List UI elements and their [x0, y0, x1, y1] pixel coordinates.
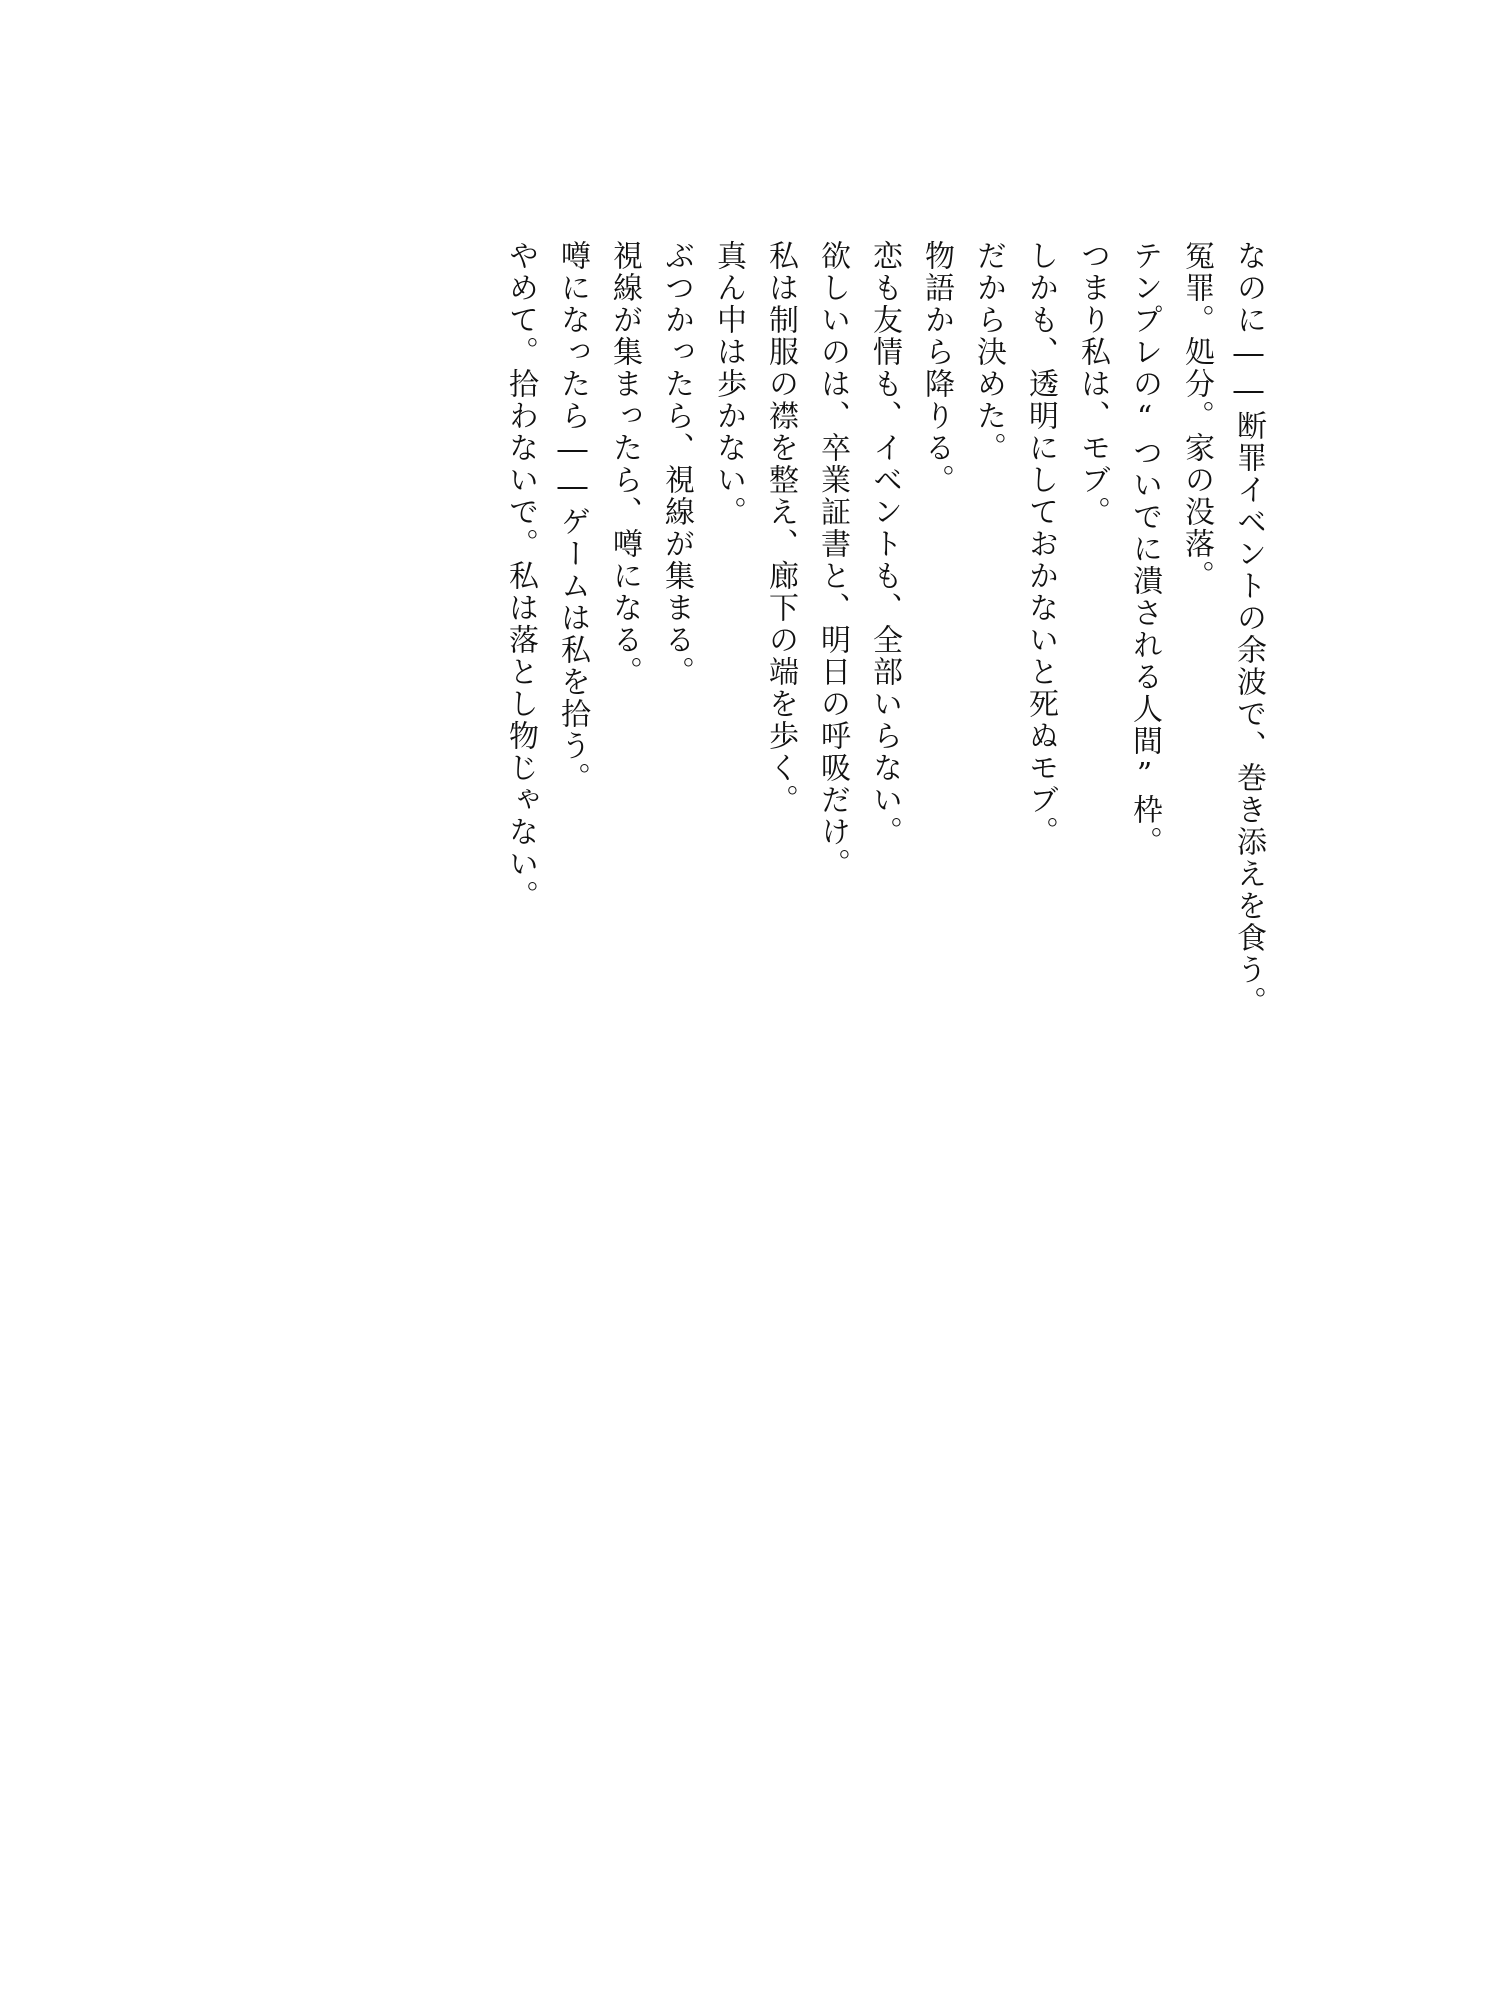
text-line: 真ん中は歩かない。: [711, 240, 746, 528]
text-line: 物語から降りる。: [919, 240, 954, 496]
text-line: 噂になったら――ゲームは私を拾う。: [555, 240, 590, 794]
text-line: 視線が集まったら、噂になる。: [607, 240, 642, 688]
text-line: しかも、透明にしておかないと死ぬモブ。: [1023, 240, 1058, 848]
text-line: ぶつかったら、視線が集まる。: [659, 240, 694, 688]
text-line: 私は制服の襟を整え、廊下の端を歩く。: [763, 240, 798, 816]
text-line: 欲しいのは、卒業証書と、明日の呼吸だけ。: [815, 240, 850, 880]
text-line: だから決めた。: [971, 240, 1006, 464]
text-line: 冤罪。処分。家の没落。: [1179, 240, 1214, 592]
vertical-text-block: [0, 240, 1500, 1040]
text-line: やめて。拾わないで。私は落とし物じゃない。: [503, 240, 538, 912]
text-line: テンプレの“ついでに潰される人間”枠。: [1127, 240, 1162, 858]
text-line: なのに――断罪イベントの余波で、巻き添えを食う。: [1231, 240, 1266, 1018]
text-line: 恋も友情も、イベントも、全部いらない。: [867, 240, 902, 848]
text-line: つまり私は、モブ。: [1075, 240, 1110, 528]
